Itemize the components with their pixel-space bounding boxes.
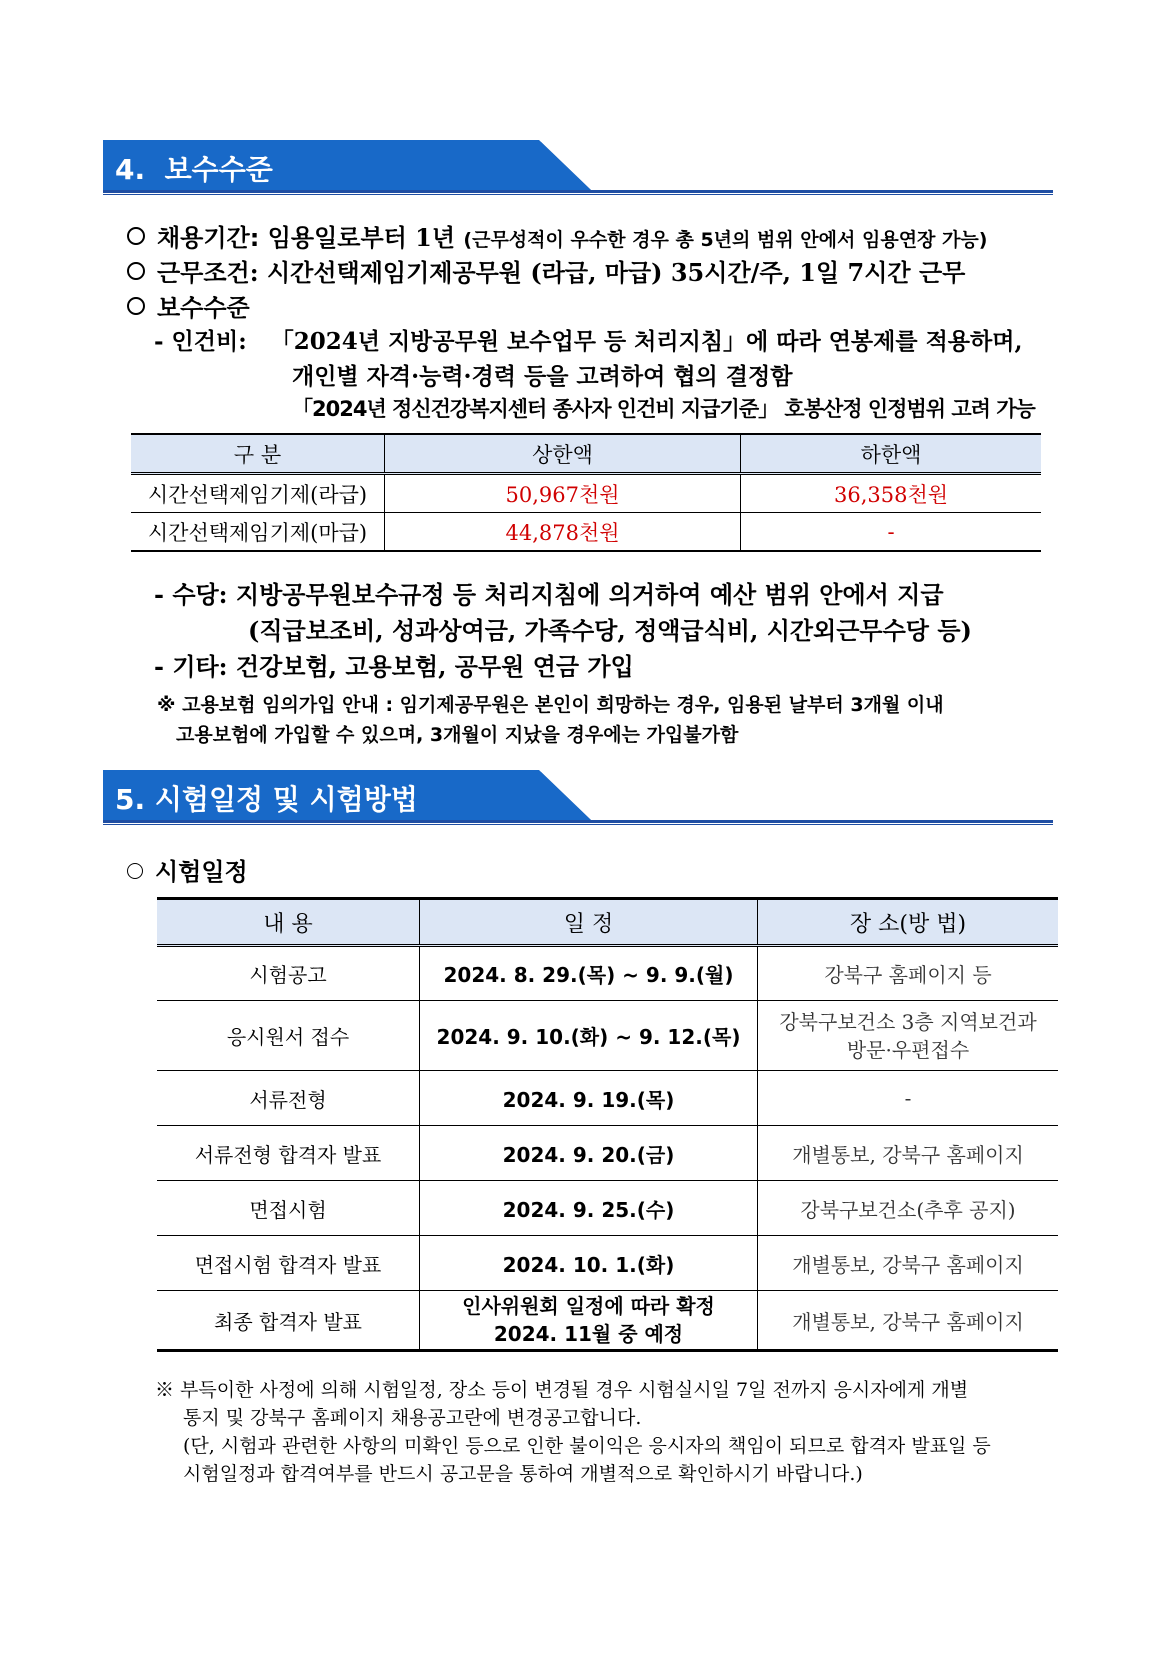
table-row [157,1181,1058,1236]
allowance-line-2: (직급보조비, 성과상여금, 가족수당, 정액급식비, 시간외근무수당 등) [248,616,972,645]
section-5-header [103,770,1053,830]
labor-cost-line-3: 「2024년 정신건강복지센터 종사자 인건비 지급기준」 호봉산정 인정범위 고려 가능 [292,397,1035,421]
section-4-title: 4. 보수수준 [115,153,273,186]
schedule-header-date: 일 정 [420,899,758,946]
employment-period-label: 채용기간: [157,224,260,252]
pay-table-header-row [131,434,1041,474]
labor-cost-line-2: 개인별 자격·능력·경력 등을 고려하여 협의 결정함 [292,363,793,390]
header-underline [103,820,1053,823]
insurance-note-2: 고용보험에 가입할 수 있으며, 3개월이 지났을 경우에는 가입불가함 [176,724,739,746]
schedule-item: 서류전형 합격자 발표 [157,1126,420,1181]
schedule-place: - [758,1071,1059,1126]
schedule-date [420,1291,758,1351]
allowance-line-1: - 수당: 지방공무원보수규정 등 처리지침에 의거하여 예산 범위 안에서 지급 [154,580,944,609]
schedule-date: 2024. 9. 19.(목) [420,1071,758,1126]
table-row [157,946,1058,1001]
schedule-item: 최종 합격자 발표 [157,1291,420,1351]
pay-lower: - [741,513,1042,552]
pay-grade: 시간선택제임기제(라급) [131,474,385,513]
table-row [157,1001,1058,1071]
schedule-place: 강북구보건소(추후 공지) [758,1181,1059,1236]
schedule-item: 면접시험 [157,1181,420,1236]
schedule-date-line-2: 2024. 11월 중 예정 [493,1322,684,1346]
table-row [157,1291,1058,1351]
header-underline-thin [103,824,1053,825]
labor-cost-line-1 [154,323,1022,356]
employment-period-value: 임용일로부터 1년 [267,223,456,252]
schedule-place-line-1: 강북구보건소 3층 지역보건과 [779,1009,1037,1034]
work-condition-value: 시간선택제임기제공무원 (라급, 마급) 35시간/주, 1일 7시간 근무 [266,258,966,287]
table-row [157,1126,1058,1181]
schedule-place: 개별통보, 강북구 홈페이지 [758,1236,1059,1291]
schedule-place: 개별통보, 강북구 홈페이지 [758,1291,1059,1351]
notice-line-4: 시험일정과 합격여부를 반드시 공고문을 통하여 개별적으로 확인하시기 바랍니다.) [183,1463,863,1485]
insurance-note-1: ※ 고용보험 임의가입 안내 : 임기제공무원은 본인이 희망하는 경우, 임용된 날부터 3개월 이내 [157,694,944,716]
employment-period-note: (근무성적이 우수한 경우 총 5년의 범위 안에서 임용연장 가능) [463,229,988,251]
pay-level-label: 보수수준 [157,294,250,322]
schedule-item: 응시원서 접수 [157,1001,420,1071]
schedule-date-line-1: 인사위원회 일정에 따라 확정 [462,1294,715,1318]
pay-header-upper: 상한액 [385,434,741,474]
notice-line-1: ※ 부득이한 사정에 의해 시험일정, 장소 등이 변경될 경우 시험실시일 7일 전까지 응시자에게 개별 [155,1379,969,1401]
schedule-item: 시험공고 [157,946,420,1001]
schedule-date: 2024. 9. 10.(화) ~ 9. 12.(목) [420,1001,758,1071]
schedule-item: 면접시험 합격자 발표 [157,1236,420,1291]
pay-upper: 50,967천원 [385,474,741,513]
schedule-date: 2024. 9. 20.(금) [420,1126,758,1181]
work-condition-label: 근무조건: [157,258,259,287]
table-row [157,1236,1058,1291]
circle-bullet-icon [127,227,145,245]
work-condition [127,253,965,288]
schedule-label: 시험일정 [155,858,248,886]
other-line: - 기타: 건강보험, 고용보험, 공무원 연금 가입 [154,652,634,681]
circle-bullet-icon [127,863,143,879]
schedule-place [758,1001,1059,1071]
schedule-date: 2024. 9. 25.(수) [420,1181,758,1236]
schedule-place-line-2: 방문·우편접수 [846,1037,970,1062]
pay-level [127,288,250,323]
schedule-header-row [157,899,1058,946]
pay-header-category: 구 분 [131,434,385,474]
table-row [157,1071,1058,1126]
table-row [131,474,1041,513]
schedule-header-place: 장 소(방 법) [758,899,1059,946]
circle-bullet-icon [127,262,145,280]
pay-table [131,433,1041,552]
notice-line-2: 통지 및 강북구 홈페이지 채용공고란에 변경공고합니다. [183,1407,642,1429]
pay-upper: 44,878천원 [385,513,741,552]
schedule-header-item: 내 용 [157,899,420,946]
table-row [131,513,1041,552]
schedule-table [157,897,1058,1352]
schedule-place: 개별통보, 강북구 홈페이지 [758,1126,1059,1181]
notice-line-3: (단, 시험과 관련한 사항의 미확인 등으로 인한 불이익은 응시자의 책임이 되므로 합격자 발표일 등 [183,1435,991,1457]
pay-header-lower: 하한액 [741,434,1042,474]
pay-lower: 36,358천원 [741,474,1042,513]
schedule-date: 2024. 8. 29.(목) ~ 9. 9.(월) [420,946,758,1001]
employment-period [127,218,987,253]
labor-cost-text-1: 「2024년 지방공무원 보수업무 등 처리지침」에 따라 연봉제를 적용하며, [270,328,1023,355]
schedule-date: 2024. 10. 1.(화) [420,1236,758,1291]
header-underline [103,190,1053,193]
labor-cost-label: - 인건비: [154,328,247,355]
schedule-item: 서류전형 [157,1071,420,1126]
schedule-heading [127,852,248,887]
section-5-title: 5. 시험일정 및 시험방법 [115,783,418,816]
circle-bullet-icon [127,297,145,315]
pay-grade: 시간선택제임기제(마급) [131,513,385,552]
schedule-place: 강북구 홈페이지 등 [758,946,1059,1001]
header-underline-thin [103,194,1053,195]
section-4-header [103,140,1053,200]
